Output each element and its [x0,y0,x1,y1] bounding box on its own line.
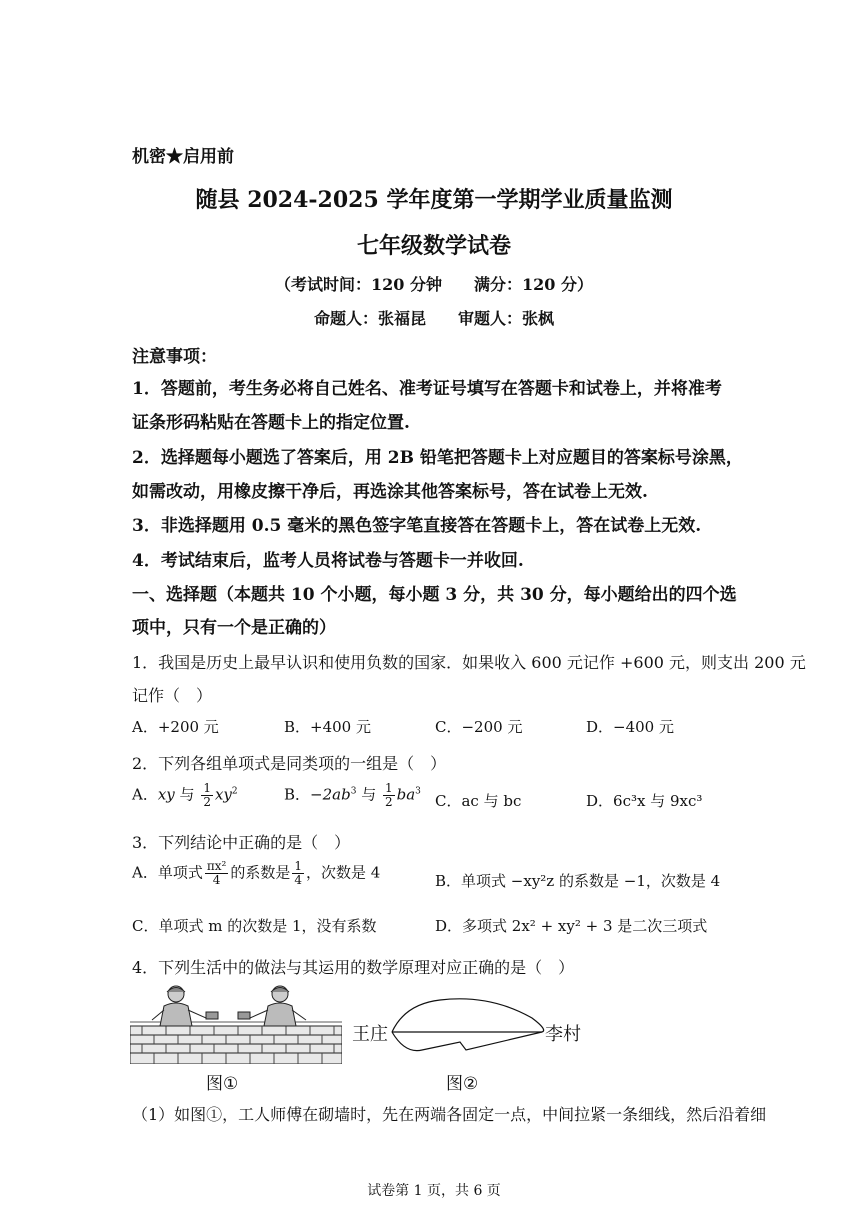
connector: 与 [174,785,200,804]
question-4-item-1: （1）如图①，工人师傅在砌墙时，先在两端各固定一点，中间拉紧一条细线，然后沿着细 [132,1105,767,1124]
question-1-line-1: 1．我国是历史上最早认识和使用负数的国家．如果收入 600 元记作 +600 元，则支出 200 元 [132,653,806,672]
expr-left: −2ab [310,785,351,804]
numerator: 1 [203,781,211,795]
exam-title: 随县 2024-2025 学年度第一学期学业质量监测 [195,187,673,213]
option-text: ac 与 bc [461,792,522,810]
question-2-option-b: B．$-2ab^3$ 与 $\frac{1}{2}$ $ba^3$ [284,781,421,809]
question-3-option-d: D．多项式 2x² + xy² + 3 是二次三项式 [435,917,708,935]
question-3-option-a [132,860,380,887]
option-text: 6c³x 与 9xc³ [613,792,703,810]
question-3-option-c: C．单项式 m 的次数是 1，没有系数 [132,917,377,935]
question-4-stem: 4．下列生活中的做法与其运用的数学原理对应正确的是（ ） [132,958,575,977]
question-1-line-2: 记作（ ） [132,686,213,705]
fraction [205,860,228,887]
figure-2-label-right: 李村 [545,1024,581,1045]
confidential-label: 机密★启用前 [132,147,234,167]
fraction [383,782,395,809]
question-2-option-d [586,790,702,811]
note-3: 3．非选择题用 0.5 毫米的黑色签字笔直接答在答题卡上，答在试卷上无效. [132,516,702,536]
expr-right: xy [214,785,232,804]
option-text: 的系数是 [230,863,291,882]
question-3-stem: 3．下列结论中正确的是（ ） [132,833,351,852]
question-1-option-b: B．+400 元 [284,718,371,736]
expr-left: xy [157,785,175,804]
option-label: A． [132,785,158,804]
section-1-heading-line-2: 项中，只有一个是正确的） [132,618,336,638]
expr-right: ba [396,785,416,804]
option-text: A．单项式 [132,863,203,882]
question-1-option-a: A．+200 元 [132,718,219,736]
denominator: 4 [294,873,302,887]
exam-info: （考试时间：120 分钟 满分：120 分） [275,275,593,294]
numerator: 1 [294,859,302,873]
figure-2-road-diagram [350,992,590,1062]
section-1-heading-line-1: 一、选择题（本题共 10 个小题，每小题 3 分，共 30 分，每小题给出的四个选 [132,585,737,605]
numerator: πx² [206,859,227,873]
page-footer: 试卷第 1 页，共 6 页 [367,1183,501,1199]
notes-heading: 注意事项： [132,347,217,367]
option-label: D． [586,792,614,810]
note-2-line-2: 如需改动，用橡皮擦干净后，再选涂其他答案标号，答在试卷上无效. [132,482,648,502]
fraction [201,782,213,809]
numerator: 1 [384,781,393,795]
option-label: B． [284,785,311,804]
option-text: ，次数是 4 [305,863,381,882]
figure-1-bricklayers-illustration [130,982,342,1064]
figure-1-caption: 图① [206,1074,239,1094]
note-4: 4．考试结束后，监考人员将试卷与答题卡一并收回. [132,551,524,571]
figure-2-caption: 图② [446,1074,479,1094]
option-label: C． [435,792,462,810]
connector: 与 [356,785,381,804]
exam-subtitle: 七年级数学试卷 [356,233,511,259]
fraction [292,860,304,887]
question-1-option-d: D．−400 元 [586,718,674,736]
exam-authors: 命题人：张福昆 审题人：张枫 [313,309,554,328]
note-1-line-1: 1．答题前，考生务必将自己姓名、准考证号填写在答题卡和试卷上，并将准考 [132,379,722,399]
note-2-line-1: 2．选择题每小题选了答案后，用 2B 铅笔把答题卡上对应题目的答案标号涂黑， [132,448,743,468]
note-1-line-2: 证条形码粘贴在答题卡上的指定位置. [132,413,410,433]
question-2-option-a: A．xy 与 $\frac{1}{2}$ $xy^2$ [132,781,238,809]
denominator: 4 [212,873,221,887]
question-1-option-c: C．−200 元 [435,718,523,736]
question-2-option-c [435,790,521,811]
denominator: 2 [384,795,393,809]
question-3-option-b: B．单项式 −xy²z 的系数是 −1，次数是 4 [435,872,721,890]
question-2-stem: 2．下列各组单项式是同类项的一组是（ ） [132,754,447,773]
denominator: 2 [203,795,211,809]
figure-2-label-left: 王庄 [352,1024,388,1045]
